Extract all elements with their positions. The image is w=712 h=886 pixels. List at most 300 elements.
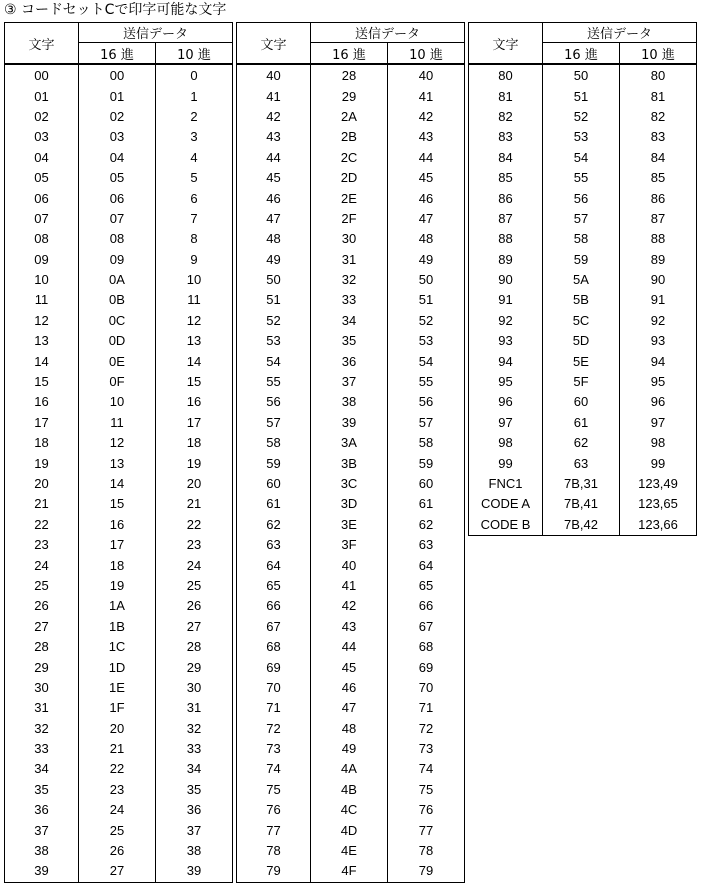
table-row [469, 209, 697, 229]
send-data-header: 送信データ [543, 23, 697, 43]
table-row [237, 576, 465, 596]
dec-cell: 22 [156, 515, 233, 535]
table-row [237, 392, 465, 412]
char-cell: 42 [237, 107, 311, 127]
dec-cell: 93 [620, 331, 697, 351]
dec-cell: 83 [620, 127, 697, 147]
table-row [237, 229, 465, 249]
dec-cell: 3 [156, 127, 233, 147]
table-row [5, 637, 233, 657]
dec-cell: 60 [388, 474, 465, 494]
dec-cell: 75 [388, 780, 465, 800]
hex-cell: 1A [79, 596, 156, 616]
table-row [469, 453, 697, 473]
char-cell: 58 [237, 433, 311, 453]
hex-cell: 28 [311, 64, 388, 86]
hex-cell: 57 [543, 209, 620, 229]
code-table-body [237, 64, 465, 882]
char-cell: 04 [5, 148, 79, 168]
hex-cell: 24 [79, 800, 156, 820]
table-row [5, 494, 233, 514]
char-cell: 84 [469, 148, 543, 168]
table-row [237, 372, 465, 392]
char-cell: 94 [469, 351, 543, 371]
hex-cell: 0E [79, 351, 156, 371]
hex-cell: 25 [79, 820, 156, 840]
dec-cell: 46 [388, 188, 465, 208]
hex-cell: 02 [79, 107, 156, 127]
char-cell: 30 [5, 678, 79, 698]
dec-cell: 123,49 [620, 474, 697, 494]
table-row [469, 433, 697, 453]
hex-cell: 4A [311, 759, 388, 779]
table-row [469, 494, 697, 514]
table-row [469, 107, 697, 127]
hex-cell: 0C [79, 311, 156, 331]
dec-cell: 23 [156, 535, 233, 555]
dec-cell: 92 [620, 311, 697, 331]
char-cell: 27 [5, 617, 79, 637]
dec-cell: 95 [620, 372, 697, 392]
char-cell: 92 [469, 311, 543, 331]
table-row [469, 515, 697, 536]
table-row [237, 820, 465, 840]
table-row [237, 270, 465, 290]
hex-cell: 41 [311, 576, 388, 596]
dec-cell: 44 [388, 148, 465, 168]
hex-cell: 5A [543, 270, 620, 290]
dec-cell: 86 [620, 188, 697, 208]
char-cell: 82 [469, 107, 543, 127]
char-cell: 14 [5, 351, 79, 371]
table-row [5, 229, 233, 249]
char-cell: 41 [237, 86, 311, 106]
table-row [5, 311, 233, 331]
dec-cell: 0 [156, 64, 233, 86]
hex-cell: 5B [543, 290, 620, 310]
char-cell: 28 [5, 637, 79, 657]
dec-cell: 29 [156, 657, 233, 677]
char-cell: 22 [5, 515, 79, 535]
char-cell: 76 [237, 800, 311, 820]
dec-cell: 45 [388, 168, 465, 188]
hex-cell: 63 [543, 453, 620, 473]
table-row [237, 657, 465, 677]
dec-cell: 15 [156, 372, 233, 392]
char-cell: 05 [5, 168, 79, 188]
dec-cell: 39 [156, 861, 233, 882]
hex-cell: 4C [311, 800, 388, 820]
hex-cell: 29 [311, 86, 388, 106]
table-row [237, 759, 465, 779]
hex-cell: 07 [79, 209, 156, 229]
dec-cell: 47 [388, 209, 465, 229]
hex-header: 16 進 [311, 43, 388, 65]
char-cell: 56 [237, 392, 311, 412]
dec-header: 10 進 [620, 43, 697, 65]
dec-cell: 52 [388, 311, 465, 331]
hex-cell: 5C [543, 311, 620, 331]
char-cell: 85 [469, 168, 543, 188]
hex-cell: 3B [311, 453, 388, 473]
char-cell: 59 [237, 453, 311, 473]
hex-cell: 1E [79, 678, 156, 698]
table-row [5, 678, 233, 698]
char-cell: 96 [469, 392, 543, 412]
table-row [469, 168, 697, 188]
hex-cell: 30 [311, 229, 388, 249]
table-row [5, 351, 233, 371]
char-cell: 10 [5, 270, 79, 290]
hex-cell: 1C [79, 637, 156, 657]
dec-cell: 71 [388, 698, 465, 718]
hex-cell: 3F [311, 535, 388, 555]
dec-cell: 123,65 [620, 494, 697, 514]
table-row [5, 250, 233, 270]
code-table-3 [468, 22, 697, 536]
send-data-header: 送信データ [79, 23, 233, 43]
dec-header: 10 進 [388, 43, 465, 65]
dec-cell: 68 [388, 637, 465, 657]
dec-cell: 54 [388, 351, 465, 371]
dec-cell: 51 [388, 290, 465, 310]
dec-cell: 34 [156, 759, 233, 779]
hex-cell: 5D [543, 331, 620, 351]
hex-cell: 34 [311, 311, 388, 331]
dec-cell: 84 [620, 148, 697, 168]
hex-cell: 31 [311, 250, 388, 270]
hex-cell: 35 [311, 331, 388, 351]
table-row [237, 453, 465, 473]
dec-cell: 20 [156, 474, 233, 494]
hex-cell: 2C [311, 148, 388, 168]
dec-cell: 96 [620, 392, 697, 412]
dec-cell: 48 [388, 229, 465, 249]
char-cell: 90 [469, 270, 543, 290]
hex-cell: 3E [311, 515, 388, 535]
char-cell: 53 [237, 331, 311, 351]
hex-cell: 1F [79, 698, 156, 718]
dec-cell: 65 [388, 576, 465, 596]
char-cell: 26 [5, 596, 79, 616]
table-row [237, 331, 465, 351]
char-cell: 77 [237, 820, 311, 840]
hex-cell: 48 [311, 719, 388, 739]
char-cell: 73 [237, 739, 311, 759]
dec-cell: 1 [156, 86, 233, 106]
hex-cell: 06 [79, 188, 156, 208]
hex-cell: 7B,41 [543, 494, 620, 514]
char-cell: 83 [469, 127, 543, 147]
dec-cell: 36 [156, 800, 233, 820]
hex-cell: 08 [79, 229, 156, 249]
hex-cell: 58 [543, 229, 620, 249]
dec-header: 10 進 [156, 43, 233, 65]
hex-cell: 51 [543, 86, 620, 106]
dec-cell: 81 [620, 86, 697, 106]
hex-cell: 33 [311, 290, 388, 310]
dec-cell: 38 [156, 841, 233, 861]
dec-cell: 40 [388, 64, 465, 86]
dec-cell: 14 [156, 351, 233, 371]
hex-cell: 45 [311, 657, 388, 677]
table-row [5, 535, 233, 555]
table-row [237, 617, 465, 637]
char-cell: 02 [5, 107, 79, 127]
table-row [5, 127, 233, 147]
hex-cell: 15 [79, 494, 156, 514]
table-row [5, 759, 233, 779]
char-cell: 32 [5, 719, 79, 739]
hex-header: 16 進 [543, 43, 620, 65]
table-row [237, 678, 465, 698]
char-cell: 35 [5, 780, 79, 800]
char-cell: 52 [237, 311, 311, 331]
dec-cell: 5 [156, 168, 233, 188]
char-cell: 40 [237, 64, 311, 86]
char-cell: 97 [469, 413, 543, 433]
dec-cell: 26 [156, 596, 233, 616]
dec-cell: 9 [156, 250, 233, 270]
char-cell: 38 [5, 841, 79, 861]
table-row [469, 64, 697, 86]
table-row [469, 474, 697, 494]
table-row [5, 820, 233, 840]
char-header: 文字 [237, 23, 311, 65]
char-cell: 48 [237, 229, 311, 249]
dec-cell: 66 [388, 596, 465, 616]
code-table-1 [4, 22, 233, 883]
table-row [469, 311, 697, 331]
hex-cell: 38 [311, 392, 388, 412]
dec-cell: 6 [156, 188, 233, 208]
char-cell: 44 [237, 148, 311, 168]
dec-cell: 85 [620, 168, 697, 188]
hex-cell: 16 [79, 515, 156, 535]
table-row [237, 841, 465, 861]
hex-cell: 09 [79, 250, 156, 270]
dec-cell: 123,66 [620, 515, 697, 536]
char-cell: 45 [237, 168, 311, 188]
table-row [5, 841, 233, 861]
table-row [5, 576, 233, 596]
dec-cell: 70 [388, 678, 465, 698]
hex-cell: 52 [543, 107, 620, 127]
char-cell: 74 [237, 759, 311, 779]
table-row [237, 127, 465, 147]
hex-cell: 11 [79, 413, 156, 433]
char-cell: 11 [5, 290, 79, 310]
char-cell: 03 [5, 127, 79, 147]
hex-cell: 3A [311, 433, 388, 453]
dec-cell: 82 [620, 107, 697, 127]
char-cell: 57 [237, 413, 311, 433]
dec-cell: 80 [620, 64, 697, 86]
dec-cell: 64 [388, 555, 465, 575]
table-row [469, 250, 697, 270]
table-row [237, 86, 465, 106]
hex-cell: 5F [543, 372, 620, 392]
table-row [5, 290, 233, 310]
hex-cell: 0D [79, 331, 156, 351]
char-cell: 15 [5, 372, 79, 392]
hex-cell: 7B,42 [543, 515, 620, 536]
dec-cell: 59 [388, 453, 465, 473]
dec-cell: 41 [388, 86, 465, 106]
dec-cell: 61 [388, 494, 465, 514]
table-row [5, 555, 233, 575]
table-row [469, 331, 697, 351]
table-row [5, 596, 233, 616]
dec-cell: 72 [388, 719, 465, 739]
table-row [5, 617, 233, 637]
table-row [237, 290, 465, 310]
char-cell: 64 [237, 555, 311, 575]
hex-cell: 36 [311, 351, 388, 371]
code-table-body [469, 64, 697, 535]
table-row [469, 229, 697, 249]
hex-cell: 01 [79, 86, 156, 106]
table-row [237, 739, 465, 759]
table-row [5, 719, 233, 739]
table-row [237, 64, 465, 86]
hex-cell: 18 [79, 555, 156, 575]
table-row [5, 780, 233, 800]
hex-cell: 17 [79, 535, 156, 555]
hex-cell: 0B [79, 290, 156, 310]
table-row [5, 453, 233, 473]
table-row [5, 800, 233, 820]
dec-cell: 57 [388, 413, 465, 433]
hex-cell: 00 [79, 64, 156, 86]
char-cell: 91 [469, 290, 543, 310]
table-row [237, 351, 465, 371]
dec-cell: 10 [156, 270, 233, 290]
hex-cell: 50 [543, 64, 620, 86]
char-cell: 08 [5, 229, 79, 249]
table-row [469, 148, 697, 168]
hex-cell: 26 [79, 841, 156, 861]
char-cell: 88 [469, 229, 543, 249]
hex-cell: 0A [79, 270, 156, 290]
char-cell: 24 [5, 555, 79, 575]
table-row [469, 351, 697, 371]
table-row [237, 494, 465, 514]
code-table-body [5, 64, 233, 882]
hex-cell: 42 [311, 596, 388, 616]
table-row [237, 637, 465, 657]
dec-cell: 90 [620, 270, 697, 290]
char-cell: 01 [5, 86, 79, 106]
char-cell: 71 [237, 698, 311, 718]
hex-cell: 03 [79, 127, 156, 147]
hex-cell: 20 [79, 719, 156, 739]
hex-cell: 3C [311, 474, 388, 494]
hex-cell: 1D [79, 657, 156, 677]
hex-cell: 37 [311, 372, 388, 392]
table-row [237, 188, 465, 208]
dec-cell: 69 [388, 657, 465, 677]
table-row [5, 657, 233, 677]
table-row [5, 270, 233, 290]
hex-cell: 49 [311, 739, 388, 759]
hex-cell: 56 [543, 188, 620, 208]
table-row [469, 392, 697, 412]
hex-cell: 13 [79, 453, 156, 473]
char-cell: 66 [237, 596, 311, 616]
hex-cell: 2B [311, 127, 388, 147]
char-cell: 39 [5, 861, 79, 882]
table-row [237, 148, 465, 168]
char-cell: 68 [237, 637, 311, 657]
dec-cell: 56 [388, 392, 465, 412]
char-cell: 23 [5, 535, 79, 555]
table-row [469, 372, 697, 392]
dec-cell: 77 [388, 820, 465, 840]
hex-cell: 14 [79, 474, 156, 494]
send-data-header: 送信データ [311, 23, 465, 43]
char-cell: 79 [237, 861, 311, 882]
table-row [5, 392, 233, 412]
table-row [237, 698, 465, 718]
dec-cell: 97 [620, 413, 697, 433]
char-header: 文字 [5, 23, 79, 65]
dec-cell: 98 [620, 433, 697, 453]
char-cell: 07 [5, 209, 79, 229]
char-cell: 80 [469, 64, 543, 86]
dec-cell: 63 [388, 535, 465, 555]
char-cell: 62 [237, 515, 311, 535]
dec-cell: 2 [156, 107, 233, 127]
char-cell: 50 [237, 270, 311, 290]
char-cell: 47 [237, 209, 311, 229]
hex-cell: 12 [79, 433, 156, 453]
dec-cell: 76 [388, 800, 465, 820]
table-row [5, 209, 233, 229]
table-row [237, 719, 465, 739]
dec-cell: 13 [156, 331, 233, 351]
hex-cell: 05 [79, 168, 156, 188]
hex-cell: 46 [311, 678, 388, 698]
dec-cell: 19 [156, 453, 233, 473]
char-cell: 72 [237, 719, 311, 739]
table-row [237, 168, 465, 188]
table-row [237, 209, 465, 229]
dec-cell: 17 [156, 413, 233, 433]
dec-cell: 4 [156, 148, 233, 168]
dec-cell: 89 [620, 250, 697, 270]
table-row [237, 555, 465, 575]
table-row [237, 515, 465, 535]
table-row [5, 64, 233, 86]
hex-cell: 47 [311, 698, 388, 718]
dec-cell: 58 [388, 433, 465, 453]
table-row [5, 739, 233, 759]
char-cell: 75 [237, 780, 311, 800]
dec-cell: 88 [620, 229, 697, 249]
hex-cell: 7B,31 [543, 474, 620, 494]
char-cell: 46 [237, 188, 311, 208]
dec-cell: 53 [388, 331, 465, 351]
table-row [5, 188, 233, 208]
dec-cell: 78 [388, 841, 465, 861]
dec-cell: 42 [388, 107, 465, 127]
hex-cell: 40 [311, 555, 388, 575]
dec-cell: 37 [156, 820, 233, 840]
char-cell: CODE B [469, 515, 543, 536]
dec-cell: 49 [388, 250, 465, 270]
char-cell: 99 [469, 453, 543, 473]
